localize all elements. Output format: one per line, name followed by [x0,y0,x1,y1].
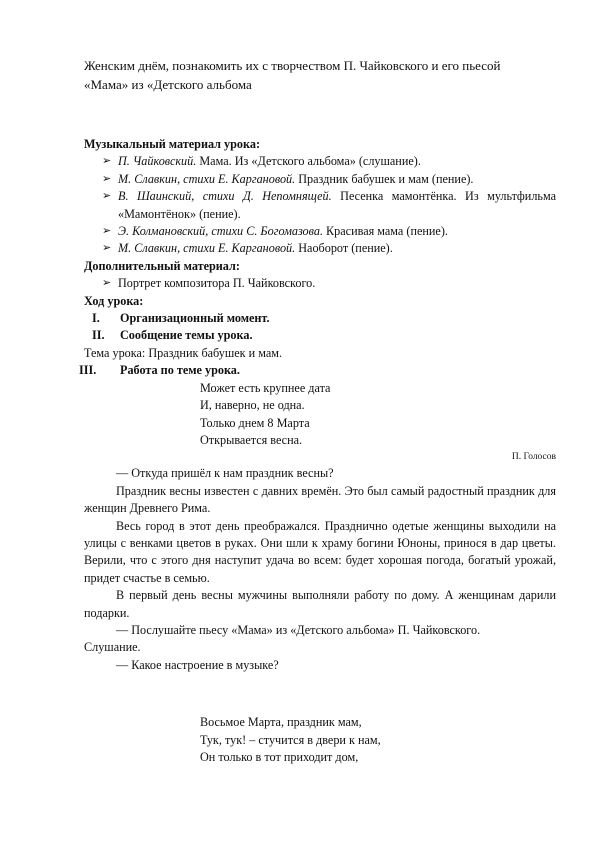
lesson-step [84,310,556,327]
music-item [84,188,556,223]
music-item-title: Красивая мама (пение). [323,224,448,239]
poem-author: П. Голосов [511,452,556,463]
music-item-title: Наоборот (пение). [295,241,393,256]
listen-instruction: — Послушайте пьесу «Мама» из «Детского альбома» П. Чайковского. [116,622,481,637]
poem-line: Только днем 8 Марта [200,415,310,430]
poem-line: Он только в тот приходит дом, [200,750,359,764]
intro-text [84,56,554,94]
listen-label: Слушание. [84,640,141,655]
music-item-title: Праздник бабушек и мам (пение). [295,171,474,186]
teacher-question: — Откуда пришёл к нам праздник весны? [116,466,334,481]
paragraph: Праздник весны известен с давних времён. Это был самый радостный праздник для женщин Древнего Рима. [84,483,556,516]
lesson-topic: Тема урока: Праздник бабушек и мам. [84,345,283,360]
arrow-bullet-icon: ➢ [102,172,112,185]
lesson-step [79,362,556,379]
music-heading: Музыкальный материал урока: [84,137,261,151]
arrow-bullet-icon: ➢ [102,277,112,290]
spacer [84,674,556,714]
poem-block [84,380,556,450]
step-text: Работа по теме урока. [120,363,240,378]
intro-line: «Мама» из «Детского альбома [84,77,252,92]
music-item [84,223,556,240]
paragraph: В первый день весны мужчины выполняли работу по дому. А женщинам дарили подарки. [84,588,556,620]
arrow-bullet-icon: ➢ [102,155,112,168]
music-item-author: М. Славкин, стихи Е. Каргановой. [118,171,296,186]
poem-line: Восьмое Марта, праздник мам, [200,715,362,730]
music-item-title: Песенка мамонтёнка. Из мультфильма «Мамонтёнок» (пение). [118,189,556,221]
poem-block-2 [84,714,556,766]
arrow-bullet-icon: ➢ [102,190,112,203]
poem-line: Открывается весна. [200,432,303,447]
poem-line: Тук, тук! – стучится в двери к нам, [200,732,381,747]
poem-line: И, наверно, не одна. [200,398,305,413]
music-item [84,153,556,170]
additional-item-text: Портрет композитора П. Чайковского. [118,276,316,291]
music-item-author: М. Славкин, стихи Е. Каргановой. [118,241,296,256]
step-number: I. [92,311,100,326]
course-heading: Ход урока: [84,293,144,308]
music-item-title: Мама. Из «Детского альбома» (слушание). [196,154,421,169]
additional-heading: Дополнительный материал: [84,258,240,273]
intro-line: Женским днём, познакомить их с творчеством П. Чайковского и его пьесой [84,58,501,73]
arrow-bullet-icon: ➢ [102,242,112,255]
additional-item [84,275,556,292]
step-number: III. [79,363,97,378]
lesson-body [79,136,556,766]
step-text: Организационный момент. [120,311,270,326]
music-item-author: П. Чайковский. [118,154,197,169]
lesson-step [84,327,556,344]
step-number: II. [92,328,105,343]
poem-line: Может есть крупнее дата [200,380,331,395]
step-text: Сообщение темы урока. [120,328,253,343]
music-item [84,171,556,188]
arrow-bullet-icon: ➢ [102,225,112,238]
music-item [84,240,556,257]
music-item-author: В. Шаинский, стихи Д. Непомнящей. [118,189,332,204]
paragraph: Весь город в этот день преображался. Празднично одетые женщины выходили на улицы с венками цветов в руках. Они шли к храму богини Юноны, принося в дар цветы. Верили, что с этого дня наступит удача во всем: будет хорошая погода, богатый урожай, придет счастье в семью. [84,518,556,585]
teacher-question: — Какое настроение в музыке? [116,657,279,672]
music-item-author: Э. Колмановский, стихи С. Богомазова. [118,224,323,239]
